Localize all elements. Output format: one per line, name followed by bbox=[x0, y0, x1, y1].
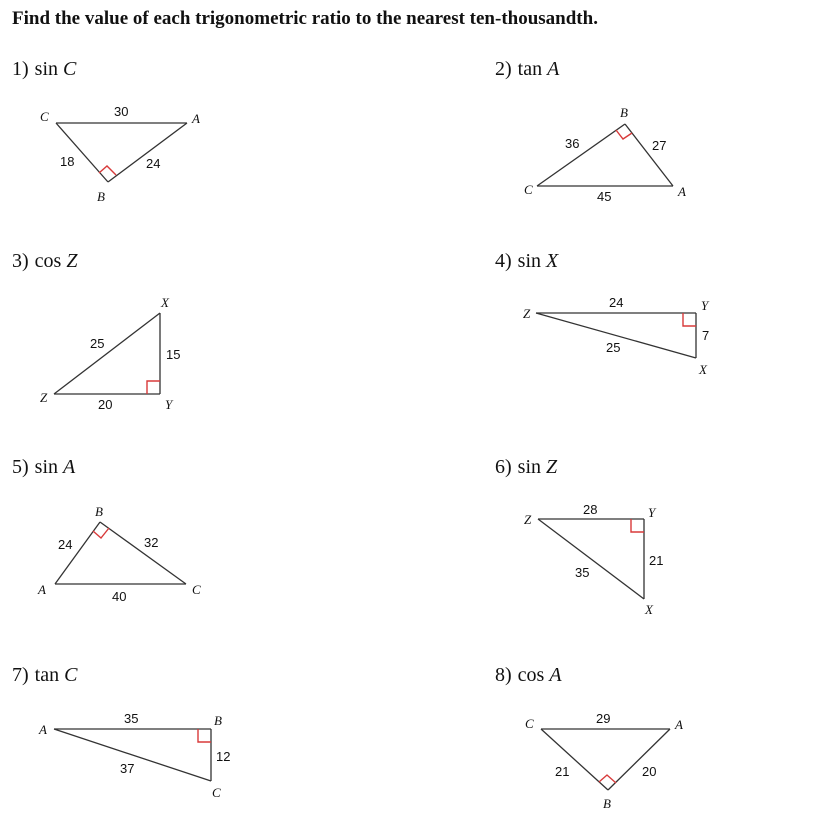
side-length: 12 bbox=[216, 749, 231, 764]
problem-number: 7) bbox=[12, 664, 29, 686]
side-length: 29 bbox=[596, 711, 611, 726]
vertex-label: C bbox=[40, 109, 49, 124]
triangle-edge bbox=[541, 729, 608, 790]
problem-number: 2) bbox=[495, 58, 512, 80]
vertex-label: Y bbox=[648, 505, 656, 520]
side-length: 7 bbox=[702, 328, 710, 343]
side-length: 20 bbox=[98, 397, 113, 412]
problem-number: 1) bbox=[12, 58, 29, 80]
side-length: 15 bbox=[166, 347, 181, 362]
angle-variable: A bbox=[63, 456, 76, 478]
side-length: 21 bbox=[649, 553, 664, 568]
side-length: 40 bbox=[112, 589, 127, 604]
vertex-label: A bbox=[678, 184, 686, 199]
side-length: 21 bbox=[555, 764, 570, 779]
vertex-label: X bbox=[161, 295, 169, 310]
trig-function: cos bbox=[517, 664, 545, 686]
worksheet-title: Find the value of each trigonometric ratio to the nearest ten-thousandth. bbox=[12, 8, 598, 29]
angle-variable: Z bbox=[66, 250, 78, 272]
angle-variable: A bbox=[549, 664, 562, 686]
angle-variable: C bbox=[63, 58, 77, 80]
vertex-label: A bbox=[38, 582, 46, 597]
side-length: 25 bbox=[606, 340, 621, 355]
vertex-label: A bbox=[192, 111, 200, 126]
side-length: 28 bbox=[583, 502, 598, 517]
vertex-label: Z bbox=[40, 390, 48, 405]
vertex-label: C bbox=[192, 582, 201, 597]
side-length: 30 bbox=[114, 104, 129, 119]
side-length: 24 bbox=[58, 537, 73, 552]
side-length: 24 bbox=[146, 156, 161, 171]
vertex-label: B bbox=[620, 105, 628, 120]
side-length: 20 bbox=[642, 764, 657, 779]
angle-variable: A bbox=[547, 58, 560, 80]
trig-function: sin bbox=[34, 58, 59, 80]
vertex-label: Z bbox=[524, 512, 532, 527]
vertex-label: X bbox=[645, 602, 653, 617]
problem-number: 4) bbox=[495, 250, 512, 272]
vertex-label: B bbox=[603, 796, 611, 811]
vertex-label: C bbox=[212, 785, 221, 800]
side-length: 36 bbox=[565, 136, 580, 151]
trig-function: tan bbox=[34, 664, 60, 686]
problem-number: 8) bbox=[495, 664, 512, 686]
side-length: 35 bbox=[124, 711, 139, 726]
angle-variable: X bbox=[546, 250, 559, 272]
side-length: 25 bbox=[90, 336, 105, 351]
trig-function: sin bbox=[517, 250, 542, 272]
side-length: 32 bbox=[144, 535, 159, 550]
problem-number: 5) bbox=[12, 456, 29, 478]
trig-function: tan bbox=[517, 58, 543, 80]
side-length: 27 bbox=[652, 138, 667, 153]
vertex-label: A bbox=[39, 722, 47, 737]
vertex-label: B bbox=[214, 713, 222, 728]
side-length: 24 bbox=[609, 295, 624, 310]
vertex-label: B bbox=[95, 504, 103, 519]
vertex-label: A bbox=[675, 717, 683, 732]
side-length: 35 bbox=[575, 565, 590, 580]
vertex-label: Y bbox=[165, 397, 173, 412]
vertex-label: C bbox=[525, 716, 534, 731]
right-angle-marker bbox=[599, 775, 616, 783]
angle-variable: Z bbox=[546, 456, 558, 478]
trig-function: sin bbox=[517, 456, 542, 478]
vertex-label: C bbox=[524, 182, 533, 197]
side-length: 37 bbox=[120, 761, 135, 776]
vertex-label: X bbox=[699, 362, 707, 377]
triangle-edge bbox=[608, 729, 670, 790]
trig-function: cos bbox=[34, 250, 62, 272]
problem-number: 6) bbox=[495, 456, 512, 478]
problem-number: 3) bbox=[12, 250, 29, 272]
vertex-label: Z bbox=[523, 306, 531, 321]
trig-function: sin bbox=[34, 456, 59, 478]
vertex-label: B bbox=[97, 189, 105, 204]
side-length: 45 bbox=[597, 189, 612, 204]
angle-variable: C bbox=[64, 664, 78, 686]
vertex-label: Y bbox=[701, 298, 709, 313]
side-length: 18 bbox=[60, 154, 75, 169]
